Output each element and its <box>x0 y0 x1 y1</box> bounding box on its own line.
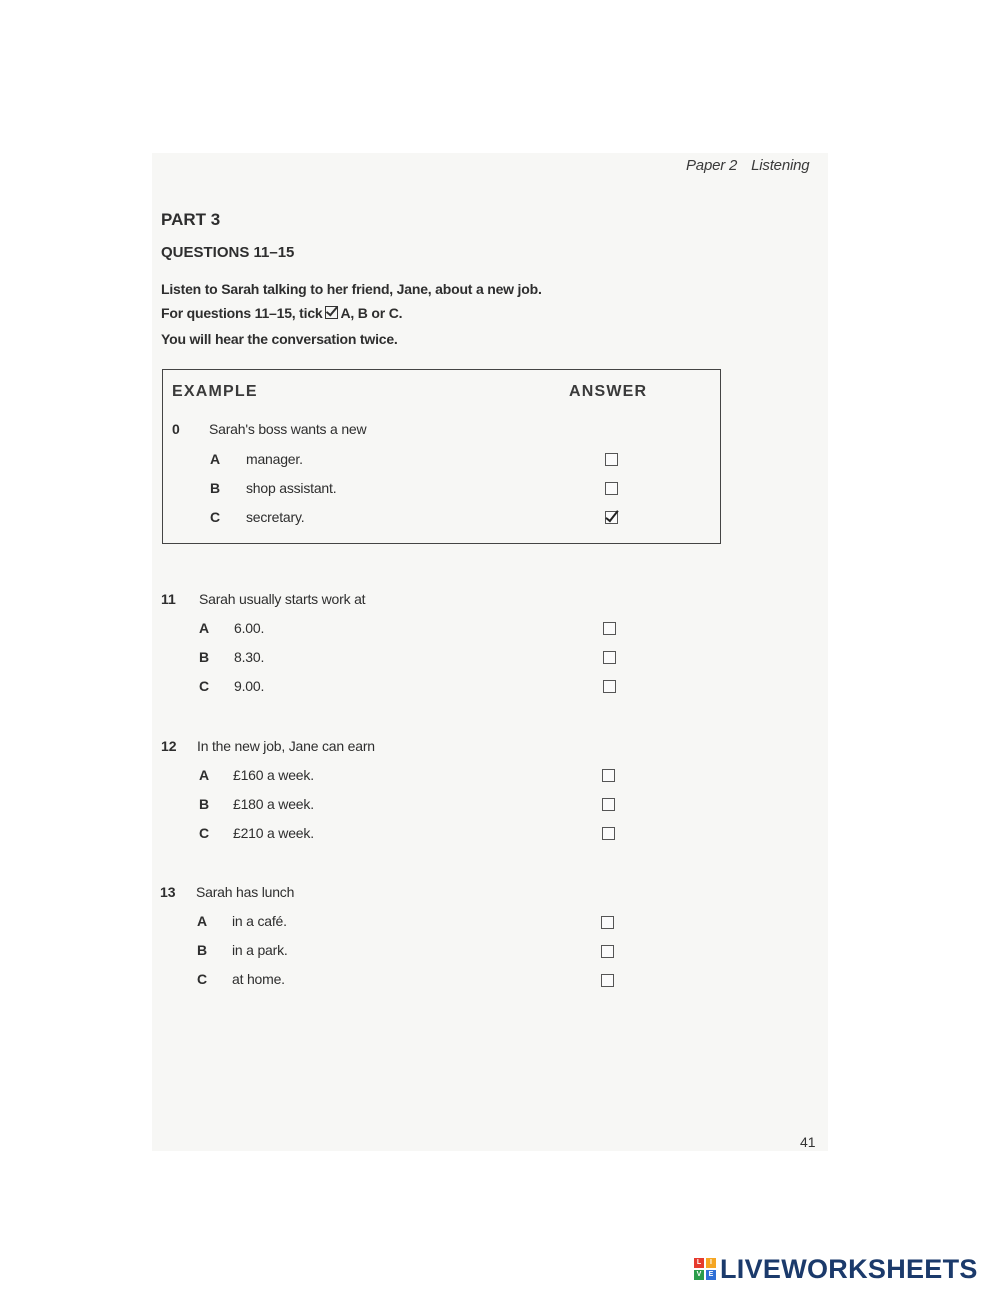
instruction-line-2-start: For questions 11–15, tick <box>161 305 323 321</box>
example-option-letter: C <box>210 509 221 525</box>
answer-label: ANSWER <box>569 383 648 400</box>
example-checkbox-c-checked[interactable] <box>605 511 618 524</box>
option-letter: B <box>197 942 208 958</box>
answer-checkbox-12b[interactable] <box>602 798 615 811</box>
answer-checkbox-13c[interactable] <box>601 974 614 987</box>
logo-text: LIVEWORKSHEETS <box>720 1253 978 1284</box>
example-option-text: manager. <box>246 451 303 467</box>
option-text: £180 a week. <box>233 796 314 812</box>
question-number: 11 <box>161 591 176 607</box>
question-text: Sarah usually starts work at <box>199 591 366 607</box>
example-checkbox-b[interactable] <box>605 482 618 495</box>
answer-checkbox-12a[interactable] <box>602 769 615 782</box>
question-number: 13 <box>160 884 176 900</box>
page-number: 41 <box>800 1134 816 1150</box>
option-text: in a park. <box>232 942 288 958</box>
instruction-line-2 <box>161 305 402 321</box>
example-label: EXAMPLE <box>172 383 258 400</box>
answer-checkbox-13b[interactable] <box>601 945 614 958</box>
option-text: in a café. <box>232 913 287 929</box>
logo-grid-icon <box>694 1258 716 1280</box>
question-text: In the new job, Jane can earn <box>197 738 375 754</box>
logo-tile: I <box>706 1258 716 1268</box>
part-title: PART 3 <box>161 210 221 229</box>
option-letter: A <box>199 767 210 783</box>
option-text: £160 a week. <box>233 767 314 783</box>
option-text: 6.00. <box>234 620 265 636</box>
example-number: 0 <box>172 421 180 437</box>
option-letter: A <box>197 913 208 929</box>
questions-title: QUESTIONS 11–15 <box>161 244 295 261</box>
answer-checkbox-11b[interactable] <box>603 651 616 664</box>
header-paper: Paper 2 <box>686 157 738 174</box>
instruction-line-2-end: A, B or C. <box>340 305 403 321</box>
option-text: £210 a week. <box>233 825 314 841</box>
answer-checkbox-11a[interactable] <box>603 622 616 635</box>
tick-icon <box>325 306 338 319</box>
answer-checkbox-11c[interactable] <box>603 680 616 693</box>
option-text: 9.00. <box>234 678 265 694</box>
question-number: 12 <box>161 738 177 754</box>
example-question: Sarah's boss wants a new <box>209 421 367 437</box>
answer-checkbox-12c[interactable] <box>602 827 615 840</box>
question-text: Sarah has lunch <box>196 884 295 900</box>
page-header <box>686 157 809 174</box>
option-text: at home. <box>232 971 285 987</box>
answer-checkbox-13a[interactable] <box>601 916 614 929</box>
instruction-line-1: Listen to Sarah talking to her friend, Jane, about a new job. <box>161 281 542 297</box>
option-letter: C <box>197 971 208 987</box>
header-section: Listening <box>751 157 810 174</box>
example-option-letter: B <box>210 480 221 496</box>
logo-tile: V <box>694 1270 704 1280</box>
logo-tile: E <box>706 1270 716 1280</box>
example-option-letter: A <box>210 451 221 467</box>
example-option-text: secretary. <box>246 509 305 525</box>
option-letter: B <box>199 649 210 665</box>
option-text: 8.30. <box>234 649 265 665</box>
option-letter: B <box>199 796 210 812</box>
instruction-line-3: You will hear the conversation twice. <box>161 331 398 347</box>
option-letter: A <box>199 620 210 636</box>
option-letter: C <box>199 678 210 694</box>
logo-tile: L <box>694 1258 704 1268</box>
option-letter: C <box>199 825 210 841</box>
example-option-text: shop assistant. <box>246 480 337 496</box>
example-checkbox-a[interactable] <box>605 453 618 466</box>
liveworksheets-logo <box>694 1254 978 1284</box>
